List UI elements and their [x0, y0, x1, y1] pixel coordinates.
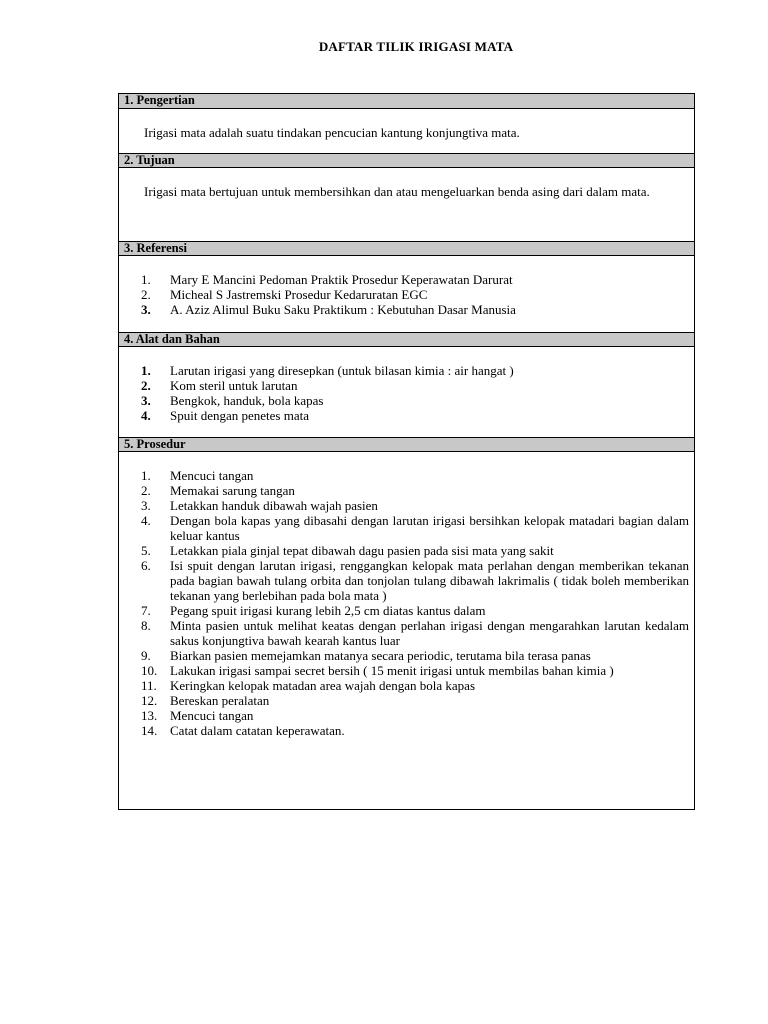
list-text: Biarkan pasien memejamkan matanya secara periodic, terutama bila terasa panas	[170, 648, 591, 663]
list-text: Minta pasien untuk melihat keatas dengan perlahan irigasi dengan mengarahkan larutan kedalam sakus konjungtiva bawah kearah kantus luar	[170, 618, 689, 648]
list-text: Catat dalam catatan keperawatan.	[170, 723, 345, 738]
list-item	[119, 708, 689, 723]
list-item	[119, 483, 689, 498]
list-number: 11.	[141, 678, 157, 693]
list-number: 7.	[141, 603, 151, 618]
list-text: Letakkan piala ginjal tepat dibawah dagu pasien pada sisi mata yang sakit	[170, 543, 554, 558]
pengertian-text: Irigasi mata adalah suatu tindakan pencucian kantung konjungtiva mata.	[144, 125, 520, 140]
section-heading-tujuan: 2. Tujuan	[119, 153, 694, 168]
list-number: 8.	[141, 618, 151, 633]
alat-bahan-list	[119, 363, 689, 423]
list-item	[119, 558, 689, 603]
list-item	[119, 543, 689, 558]
list-item	[119, 498, 689, 513]
list-item	[119, 513, 689, 543]
list-item	[119, 408, 689, 423]
list-text: Bereskan peralatan	[170, 693, 270, 708]
list-item	[119, 618, 689, 648]
list-number: 4.	[141, 408, 151, 423]
list-item	[119, 302, 689, 317]
section-heading-prosedur: 5. Prosedur	[119, 437, 694, 452]
list-item	[119, 287, 689, 302]
list-number: 12.	[141, 693, 158, 708]
list-text: Spuit dengan penetes mata	[170, 408, 309, 423]
list-text: Memakai sarung tangan	[170, 483, 295, 498]
list-item	[119, 468, 689, 483]
list-number: 5.	[141, 543, 151, 558]
list-text: Bengkok, handuk, bola kapas	[170, 393, 324, 408]
list-number: 9.	[141, 648, 151, 663]
list-text: Pegang spuit irigasi kurang lebih 2,5 cm diatas kantus dalam	[170, 603, 486, 618]
prosedur-list	[119, 468, 689, 738]
list-text: Keringkan kelopak matadan area wajah dengan bola kapas	[170, 678, 476, 693]
list-text: Isi spuit dengan larutan irigasi, renggangkan kelopak mata perlahan dengan memberikan tekanan pada bagian bawah tulang orbita dan tonjolan tulang dibawah lakrimalis ( tidak boleh memberikan tekanan yang berlebihan pada bola mata )	[170, 558, 689, 603]
list-item	[119, 723, 689, 738]
list-text: Micheal S Jastremski Prosedur Kedaruratan EGC	[170, 287, 428, 302]
list-text: Mencuci tangan	[170, 468, 254, 483]
list-number: 14.	[141, 723, 158, 738]
list-text: Mencuci tangan	[170, 708, 254, 723]
list-item	[119, 648, 689, 663]
list-text: Kom steril untuk larutan	[170, 378, 298, 393]
checklist-table	[118, 93, 695, 810]
list-number: 10.	[141, 663, 158, 678]
tujuan-text: Irigasi mata bertujuan untuk membersihkan dan atau mengeluarkan benda asing dari dalam mata.	[144, 184, 650, 199]
list-number: 2.	[141, 483, 151, 498]
list-text: Dengan bola kapas yang dibasahi dengan larutan irigasi bersihkan kelopak matadari bagian dalam keluar kantus	[170, 513, 689, 543]
list-item	[119, 363, 689, 378]
section-heading-pengertian: 1. Pengertian	[119, 94, 694, 109]
section-heading-referensi: 3. Referensi	[119, 241, 694, 256]
list-item	[119, 678, 689, 693]
list-text: Letakkan handuk dibawah wajah pasien	[170, 498, 378, 513]
document-title: DAFTAR TILIK IRIGASI MATA	[318, 39, 514, 54]
list-number: 3.	[141, 393, 151, 408]
list-number: 4.	[141, 513, 151, 528]
list-item	[119, 272, 689, 287]
list-text: Lakukan irigasi sampai secret bersih ( 15 menit irigasi untuk membilas bahan kimia )	[170, 663, 614, 678]
list-item	[119, 663, 689, 678]
list-number: 13.	[141, 708, 158, 723]
list-number: 1.	[141, 468, 151, 483]
list-item	[119, 693, 689, 708]
list-text: Mary E Mancini Pedoman Praktik Prosedur Keperawatan Darurat	[170, 272, 513, 287]
section-heading-alat-bahan: 4. Alat dan Bahan	[119, 332, 694, 347]
list-number: 3.	[141, 498, 151, 513]
list-number: 6.	[141, 558, 151, 573]
list-item	[119, 603, 689, 618]
list-number: 2.	[141, 287, 151, 302]
list-item	[119, 378, 689, 393]
list-text: Larutan irigasi yang diresepkan (untuk bilasan kimia : air hangat )	[170, 363, 514, 378]
list-text: A. Aziz Alimul Buku Saku Praktikum : Kebutuhan Dasar Manusia	[170, 302, 516, 317]
list-item	[119, 393, 689, 408]
list-number: 2.	[141, 378, 151, 393]
list-number: 3.	[141, 302, 151, 317]
list-number: 1.	[141, 363, 151, 378]
list-number: 1.	[141, 272, 151, 287]
referensi-list	[119, 272, 689, 317]
